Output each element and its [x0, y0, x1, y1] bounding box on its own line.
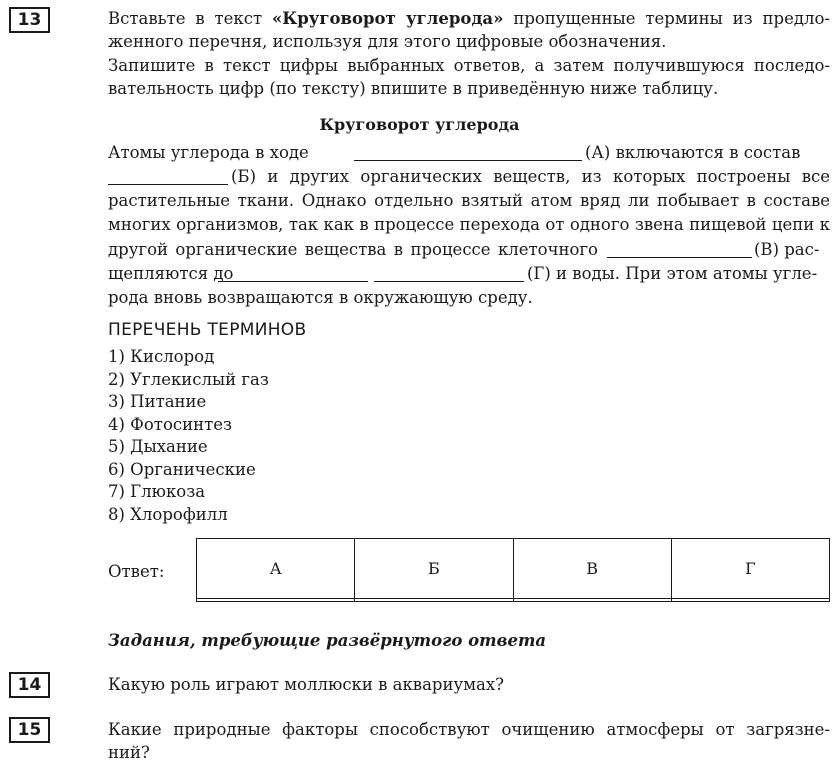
task-15-number: 15 [9, 717, 50, 743]
text-line-5: другой органические вещества в процессе клеточного [108, 240, 598, 259]
text-line-3: растительные ткани. Однако отдельно взятый атом вряд ли побывает в составе [108, 191, 830, 210]
instruction-line-2: женного перечня, используя для этого цифровые обозначения. [108, 32, 667, 51]
text-line-4: многих организмов, так как в процессе перехода от одного звена пищевой цепи к [108, 215, 830, 234]
text-segment: Атомы углерода в ходе [108, 143, 309, 162]
text-line-6-end: (Г) и воды. При этом атомы угле- [527, 264, 818, 283]
text-line-5-end: (В) рас- [754, 240, 820, 259]
answer-cell-b[interactable] [355, 599, 513, 602]
task-15-text-line-2: ний? [108, 743, 150, 762]
term-item: 4) Фотосинтез [108, 414, 232, 434]
term-item: 2) Углекислый газ [108, 369, 269, 389]
term-item: 3) Питание [108, 392, 207, 411]
task-13-number: 13 [9, 7, 50, 33]
task-15-text-line-1: Какие природные факторы способствуют очищению атмосферы от загрязне- [108, 720, 830, 739]
blank-v[interactable] [607, 245, 752, 258]
answer-header-a: А [197, 539, 355, 599]
blank-a[interactable] [354, 148, 582, 161]
answer-input-row [197, 599, 830, 602]
text-line-6: щепляются до [108, 264, 234, 283]
instruction-text: Вставьте в текст [108, 9, 272, 28]
term-item: 1) Кислород [108, 347, 215, 366]
answer-cell-a[interactable] [197, 599, 355, 602]
text-line-7: рода вновь возвращаются в окружающую среду. [108, 288, 533, 307]
answer-header-v: В [513, 539, 671, 599]
terms-list [108, 346, 269, 526]
blank-g-part1[interactable] [218, 269, 368, 282]
instruction-line-1 [108, 9, 830, 29]
answer-cell-v[interactable] [513, 599, 671, 602]
section-title: Задания, требующие развёрнутого ответа [108, 631, 547, 650]
answer-header-g: Г [671, 539, 829, 599]
task-14-text: Какую роль играют моллюски в аквариумах? [108, 675, 505, 694]
answer-header-b: Б [355, 539, 513, 599]
instruction-text: пропущенные термины из предло- [503, 9, 830, 28]
term-item: 7) Глюкоза [108, 482, 206, 501]
blank-g-part2[interactable] [374, 269, 524, 282]
task-14-number: 14 [9, 672, 50, 698]
instruction-title-ref: «Круговорот углерода» [271, 9, 504, 28]
term-item: 5) Дыхание [108, 437, 208, 456]
text-line-1 [108, 143, 309, 163]
text-line-2: (Б) и других органических веществ, из которых построены все [231, 167, 830, 186]
answer-cell-g[interactable] [671, 599, 829, 602]
term-item: 8) Хлорофилл [108, 504, 228, 524]
text-title: Круговорот углерода [319, 115, 520, 134]
answer-header-row [197, 539, 830, 599]
instruction-line-3: Запишите в текст цифры выбранных ответов, а затем получившуюся последо- [108, 56, 830, 75]
blank-b[interactable] [108, 172, 228, 185]
text-line-1-end: (А) включаются в состав [585, 143, 801, 162]
answer-table [196, 538, 830, 602]
terms-title: ПЕРЕЧЕНЬ ТЕРМИНОВ [108, 320, 307, 340]
term-item: 6) Органические [108, 459, 256, 479]
instruction-line-4: вательность цифр (по тексту) впишите в приведённую ниже таблицу. [108, 79, 719, 98]
answer-label: Ответ: [108, 562, 165, 581]
